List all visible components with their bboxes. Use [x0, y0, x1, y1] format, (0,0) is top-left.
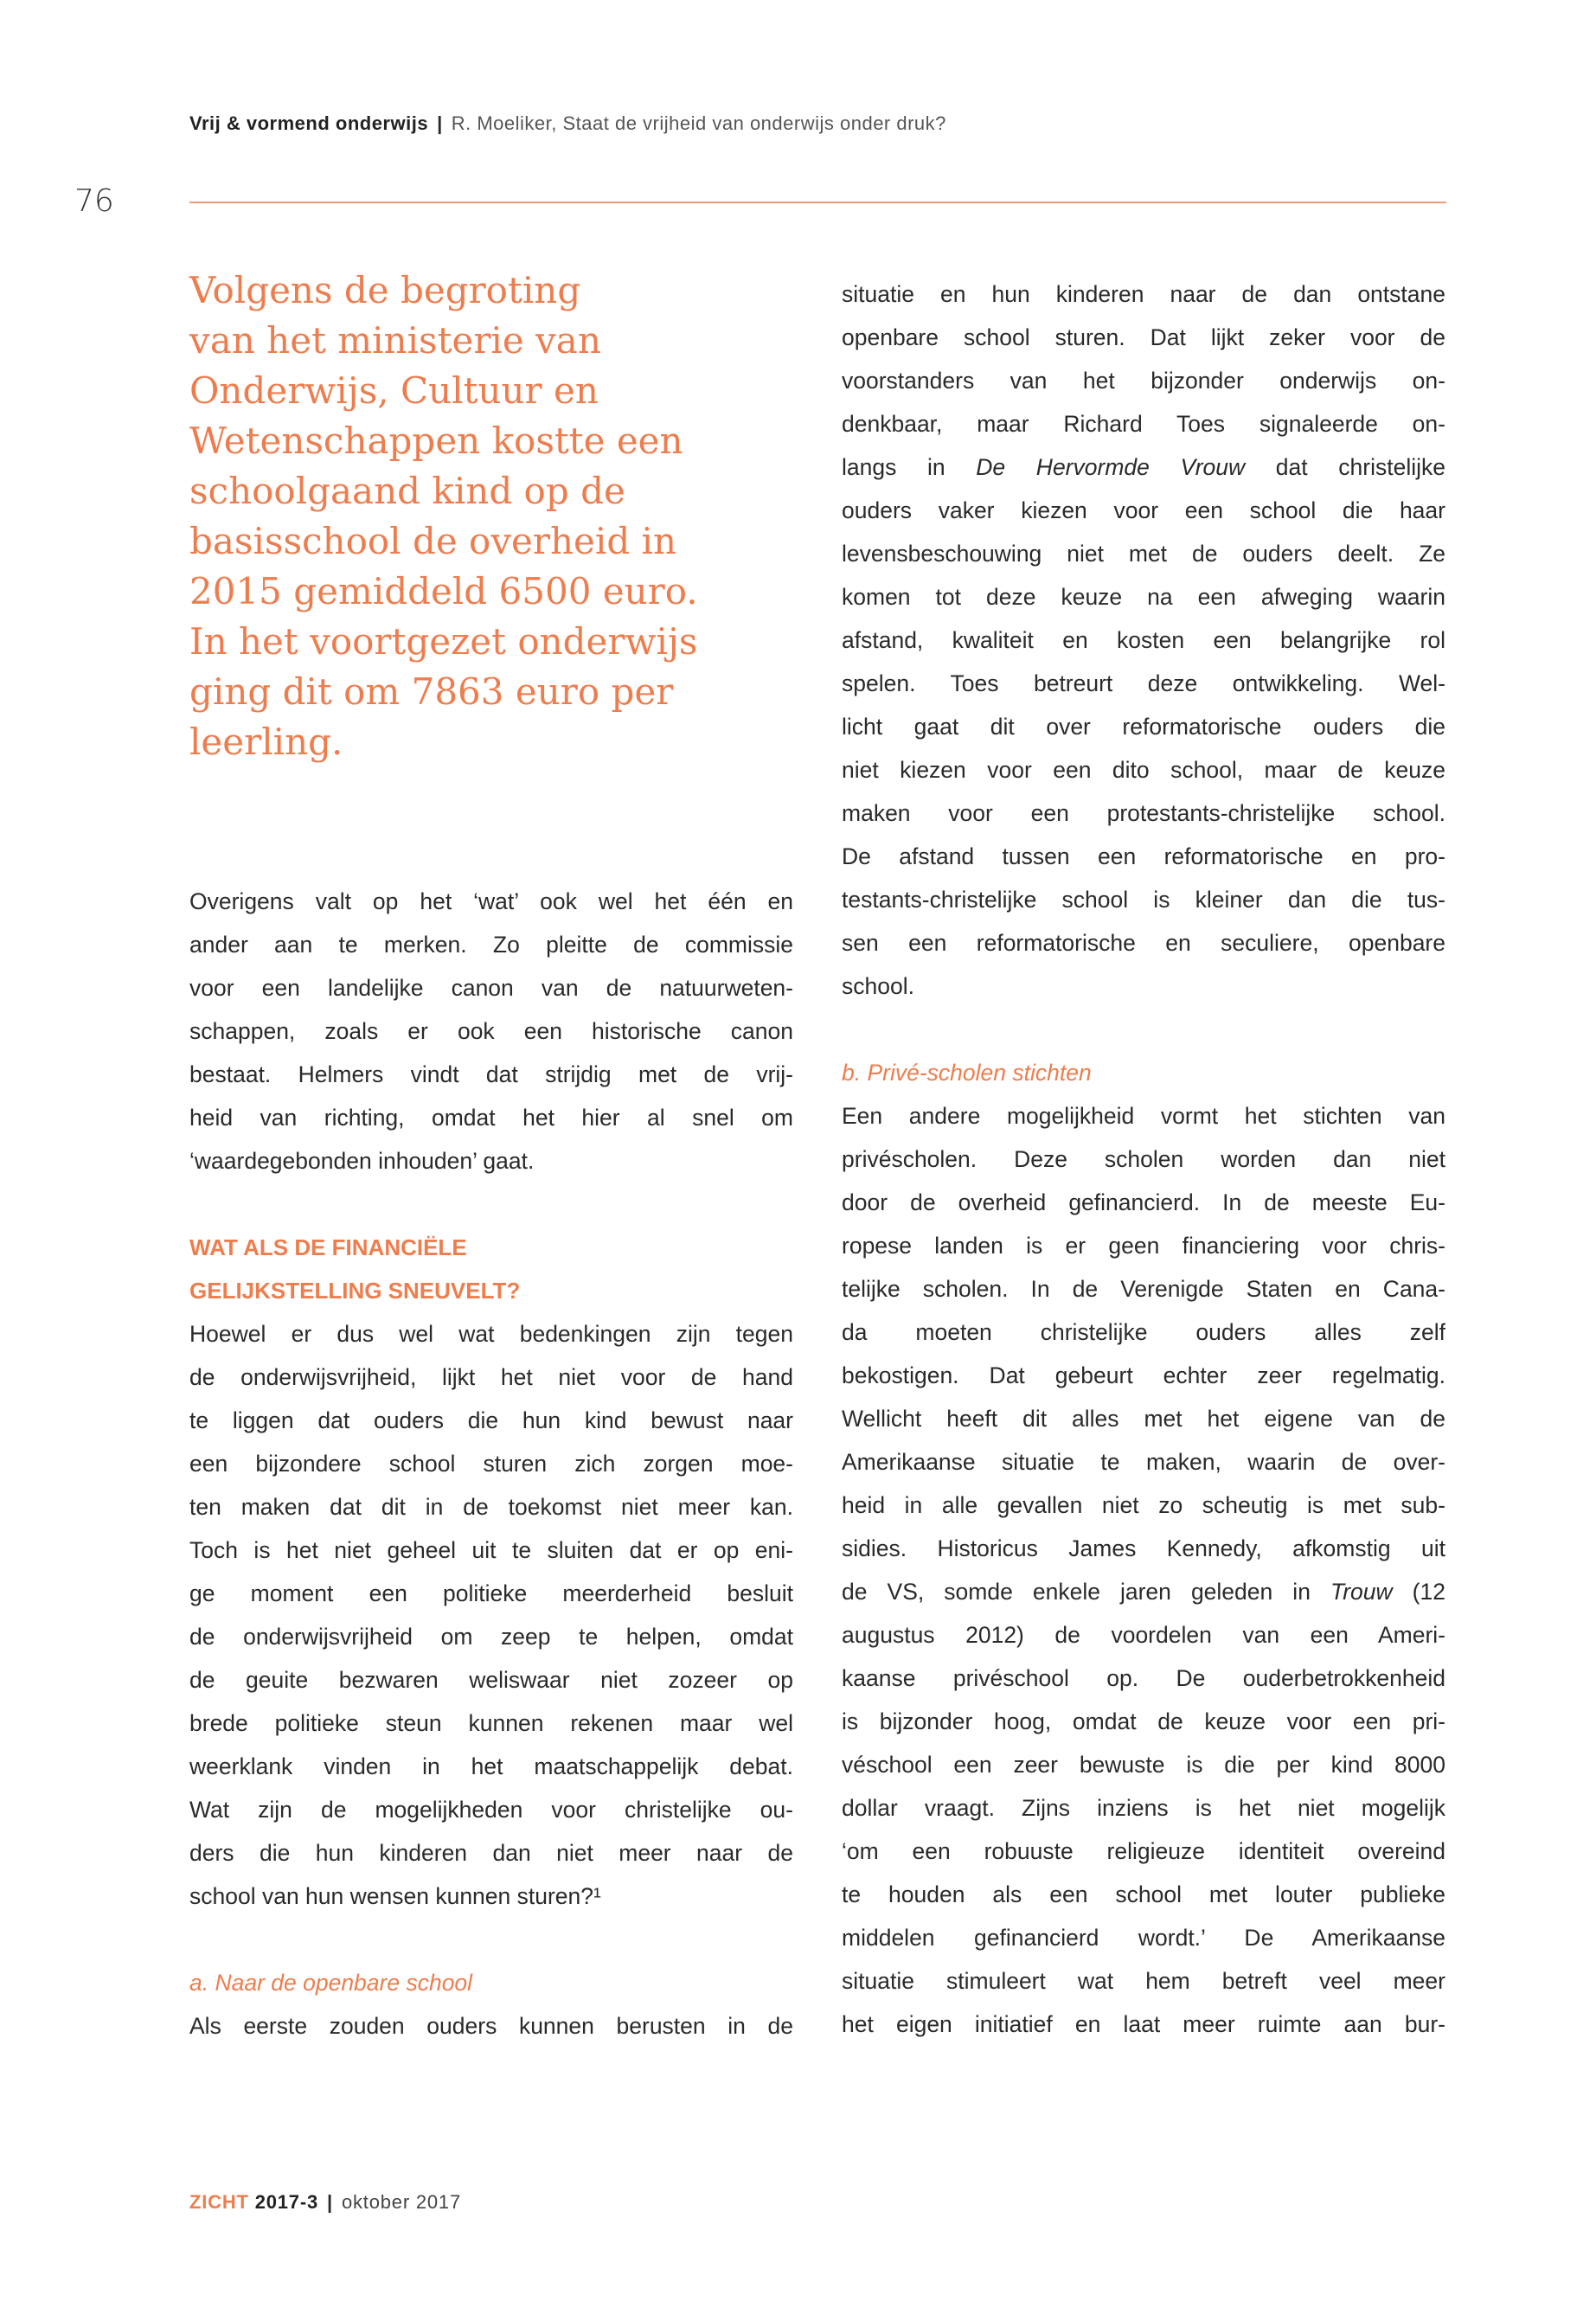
body-text-line: niet kiezen voor een dito school, maar de keuze [842, 757, 1445, 783]
body-text-line: het eigen initiatief en laat meer ruimte aan bur- [842, 2011, 1445, 2037]
pull-quote-line: Wetenschappen kostte een [189, 420, 683, 462]
footer-date: oktober 2017 [341, 2191, 462, 2213]
body-text-line: kaanse privéschool op. De ouderbetrokkenheid [842, 1665, 1445, 1691]
body-text-line: middelen gefinancierd wordt.’ De Amerikaanse [842, 1925, 1445, 1951]
text-segment: dat christelijke [1245, 454, 1445, 480]
body-text-line [842, 1570, 1445, 1613]
body-text-line: ‘waardegebonden inhouden’ gaat. [189, 1148, 535, 1174]
page-number: 76 [74, 183, 114, 219]
body-text-line: door de overheid gefinancierd. In de meeste Eu- [842, 1189, 1445, 1215]
body-text-line: situatie en hun kinderen naar de dan ontstane [842, 281, 1445, 307]
running-header [189, 112, 946, 135]
body-text-line: denkbaar, maar Richard Toes signaleerde on- [842, 411, 1445, 437]
body-text-line: augustus 2012) de voordelen van een Ameri- [842, 1622, 1445, 1648]
body-text-line: maken voor een protestants-christelijke school. [842, 800, 1445, 826]
body-text-line: Wat zijn de mogelijkheden voor christelijke ou- [189, 1797, 793, 1823]
body-text-line: te houden als een school met louter publieke [842, 1881, 1445, 1907]
text-segment: langs in [842, 454, 977, 480]
body-text-line: levensbeschouwing niet met de ouders deelt. Ze [842, 541, 1445, 567]
subsection-heading: a. Naar de openbare school [189, 1970, 473, 1996]
text-segment: de VS, somde enkele jaren geleden in [842, 1579, 1330, 1605]
pull-quote-line: Onderwijs, Cultuur en [189, 369, 599, 412]
italic-title: Trouw [1330, 1579, 1393, 1605]
body-text-line: da moeten christelijke ouders alles zelf [842, 1319, 1445, 1345]
body-text-line: sidies. Historicus James Kennedy, afkomstig uit [842, 1535, 1445, 1561]
body-text-line: heid in alle gevallen niet zo scheutig is met sub- [842, 1492, 1445, 1518]
body-text-line: ge moment een politieke meerderheid besluit [189, 1580, 793, 1606]
body-text-line: school van hun wensen kunnen sturen?¹ [189, 1883, 601, 1909]
body-text-line: bekostigen. Dat gebeurt echter zeer regelmatig. [842, 1362, 1445, 1388]
body-text-line: Als eerste zouden ouders kunnen berusten in de [189, 2013, 793, 2039]
body-text-line: spelen. Toes betreurt deze ontwikkeling. Wel- [842, 670, 1445, 696]
pull-quote [189, 266, 698, 767]
body-text-line: Amerikaanse situatie te maken, waarin de over- [842, 1449, 1445, 1475]
body-text-line: de onderwijsvrijheid, lijkt het niet voor de hand [189, 1364, 793, 1390]
body-text-line: brede politieke steun kunnen rekenen maar wel [189, 1710, 793, 1736]
paragraph-gap [842, 1008, 1445, 1051]
paragraph-gap [189, 1183, 793, 1226]
body-text-line: heid van richting, omdat het hier al snel om [189, 1105, 793, 1131]
pull-quote-line: In het voortgezet onderwijs [189, 620, 698, 663]
body-text-line: school. [842, 973, 914, 999]
header-section: Vrij & vormend onderwijs [189, 112, 429, 134]
section-heading: WAT ALS DE FINANCIËLE [189, 1234, 467, 1260]
body-text-line: een bijzondere school sturen zich zorgen moe- [189, 1451, 793, 1477]
body-text-line: Hoewel er dus wel wat bedenkingen zijn tegen [189, 1321, 793, 1347]
header-article-title: R. Moeliker, Staat de vrijheid van onderwijs onder druk? [451, 112, 946, 134]
body-text-line: ouders vaker kiezen voor een school die haar [842, 497, 1445, 523]
left-column [189, 880, 793, 2048]
body-text-line: de onderwijsvrijheid om zeep te helpen, omdat [189, 1624, 793, 1650]
pull-quote-line: basisschool de overheid in [189, 520, 677, 562]
body-text-line: ander aan te merken. Zo pleitte de commissie [189, 932, 793, 958]
body-text-line: situatie stimuleert wat hem betreft veel meer [842, 1968, 1445, 1994]
body-text-line: openbare school sturen. Dat lijkt zeker voor de [842, 324, 1445, 350]
body-text-line: de geuite bezwaren weliswaar niet zozeer op [189, 1667, 793, 1693]
pull-quote-line: Volgens de begroting [189, 269, 581, 311]
body-text-line: komen tot deze keuze na een afweging waarin [842, 584, 1445, 610]
footer-separator: | [327, 2191, 333, 2213]
body-text-line: Overigens valt op het ‘wat’ ook wel het één en [189, 888, 793, 914]
body-text-line: De afstand tussen een reformatorische en pro- [842, 843, 1445, 869]
subsection-heading: b. Privé-scholen stichten [842, 1060, 1092, 1086]
body-text-line: bestaat. Helmers vindt dat strijdig met de vrij- [189, 1061, 793, 1087]
header-separator: | [437, 112, 443, 134]
pull-quote-line: leerling. [189, 721, 343, 763]
body-text-line: voor een landelijke canon van de natuurweten- [189, 975, 793, 1001]
body-text-line: véschool een zeer bewuste is die per kind 8000 [842, 1752, 1445, 1778]
body-text-line: licht gaat dit over reformatorische ouders die [842, 714, 1445, 740]
body-text-line: ropese landen is er geen financiering voor chris- [842, 1233, 1445, 1259]
paragraph-gap [189, 1918, 793, 1961]
body-text-line: voorstanders van het bijzonder onderwijs on- [842, 368, 1445, 394]
pull-quote-line: 2015 gemiddeld 6500 euro. [189, 570, 698, 612]
body-text-line: weerklank vinden in het maatschappelijk debat. [189, 1753, 793, 1779]
body-text-line: afstand, kwaliteit en kosten een belangrijke rol [842, 627, 1445, 653]
pull-quote-line: ging dit om 7863 euro per [189, 670, 674, 713]
body-text-line: ten maken dat dit in de toekomst niet meer kan. [189, 1494, 793, 1520]
body-text-line: sen een reformatorische en seculiere, openbare [842, 930, 1445, 956]
body-text-line: Wellicht heeft dit alles met het eigene van de [842, 1406, 1445, 1432]
body-text-line: dollar vraagt. Zijns inziens is het niet mogelijk [842, 1795, 1445, 1821]
body-text-line: Toch is het niet geheel uit te sluiten dat er op eni- [189, 1537, 793, 1563]
body-text-line: Een andere mogelijkheid vormt het stichten van [842, 1103, 1445, 1129]
header-rule [189, 202, 1446, 203]
right-column [842, 272, 1445, 2046]
italic-title: De Hervormde Vrouw [976, 454, 1246, 480]
body-text-line: testants-christelijke school is kleiner dan die tus- [842, 887, 1445, 913]
body-text-line: schappen, zoals er ook een historische canon [189, 1018, 793, 1044]
body-text-line: ‘om een robuuste religieuze identiteit overeind [842, 1838, 1445, 1864]
pull-quote-line: van het ministerie van [189, 319, 601, 362]
footer [189, 2191, 461, 2214]
body-text-line: privéscholen. Deze scholen worden dan niet [842, 1146, 1445, 1172]
section-heading: GELIJKSTELLING SNEUVELT? [189, 1278, 521, 1304]
body-text-line: ders die hun kinderen dan niet meer naar de [189, 1840, 793, 1866]
body-text-line: te liggen dat ouders die hun kind bewust naar [189, 1407, 793, 1433]
text-segment: (12 [1392, 1579, 1445, 1605]
body-text-line: telijke scholen. In de Verenigde Staten en Cana- [842, 1276, 1445, 1302]
body-text-line: is bijzonder hoog, omdat de keuze voor een pri- [842, 1708, 1445, 1734]
body-text-line [842, 445, 1445, 489]
footer-issue: 2017-3 [254, 2191, 318, 2213]
footer-brand: ZICHT [189, 2191, 249, 2213]
pull-quote-line: schoolgaand kind op de [189, 470, 625, 512]
